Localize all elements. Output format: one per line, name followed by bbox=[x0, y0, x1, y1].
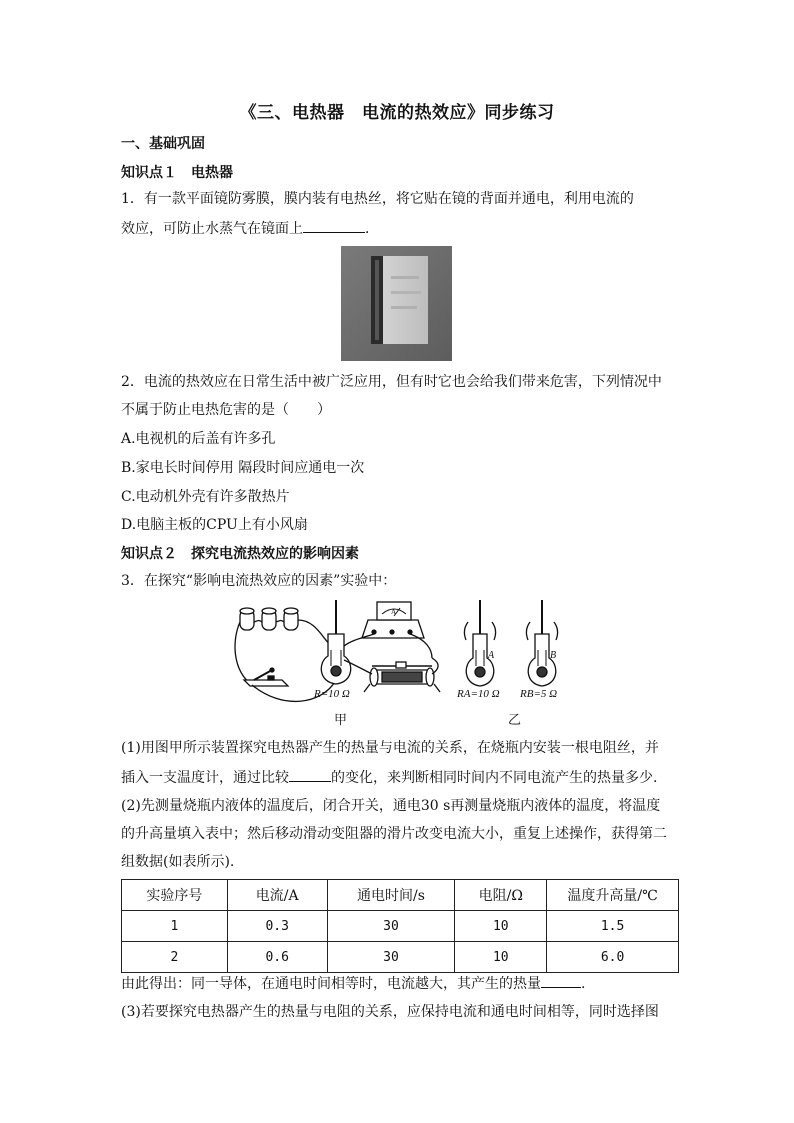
flask-jia bbox=[321, 600, 350, 684]
table-row bbox=[122, 911, 679, 942]
q2-line1: 2．电流的热效应在日常生活中被广泛应用，但有时它也会给我们带来危害，下列情况中 bbox=[121, 374, 662, 390]
flask-a-label: A bbox=[488, 650, 495, 661]
cell: 1 bbox=[122, 911, 228, 942]
flask-b-label: B bbox=[550, 650, 557, 661]
q1-line2-text: 效应，可防止水蒸气在镜面上 bbox=[121, 221, 303, 237]
q3-part1-line1: (1)用图甲所示装置探究电热器产生的热量与电流的关系，在烧瓶内安装一根电阻丝，并 bbox=[121, 740, 659, 756]
resistance-label-b: RB=5 Ω bbox=[520, 688, 558, 700]
q2-option-a[interactable]: A.电视机的后盖有许多孔 bbox=[121, 431, 276, 447]
cell: 0.3 bbox=[227, 911, 327, 942]
ammeter-symbol: A bbox=[391, 608, 397, 616]
q1-line2-end: ． bbox=[365, 221, 379, 237]
header-cell: 实验序号 bbox=[122, 880, 228, 911]
page-title: 《三、电热器 电流的热效应》同步练习 bbox=[239, 103, 555, 123]
q1-line1: 1．有一款平面镜防雾膜，膜内装有电热丝，将它贴在镜的背面并通电，利用电流的 bbox=[121, 191, 634, 207]
knowledge-point-1: 知识点１ 电热器 bbox=[121, 165, 233, 181]
experiment-data-table bbox=[121, 879, 679, 973]
q1-line2 bbox=[121, 218, 379, 239]
q2-line2: 不属于防止电热危害的是（ ） bbox=[121, 402, 331, 418]
q2-option-d[interactable]: D.电脑主板的CPU上有小风扇 bbox=[121, 517, 308, 533]
q3-part2-line3: 组数据(如表所示). bbox=[121, 854, 235, 870]
q3-part1-line2 bbox=[121, 767, 657, 788]
cell: 10 bbox=[455, 942, 547, 973]
resistance-label-a: RA=10 Ω bbox=[457, 688, 500, 700]
cell: 10 bbox=[455, 911, 547, 942]
cell: 30 bbox=[327, 911, 455, 942]
header-cell: 电阻/Ω bbox=[455, 880, 547, 911]
experiment-circuit-figure bbox=[232, 600, 577, 728]
section-heading-basic: 一、基础巩固 bbox=[121, 136, 205, 152]
flask-b bbox=[526, 600, 557, 686]
q3-intro: 3．在探究“影响电流热效应的因素”实验中： bbox=[121, 573, 397, 589]
sliding-rheostat bbox=[344, 658, 440, 692]
header-cell: 通电时间/s bbox=[327, 880, 455, 911]
resistance-label-jia: R=10 Ω bbox=[314, 688, 350, 700]
q3-part2-line1: (2)先测量烧瓶内液体的温度后，闭合开关，通电30 s再测量烧瓶内液体的温度，将温度 bbox=[121, 798, 661, 814]
q3-part2-line2: 的升高量填入表中；然后移动滑动变阻器的滑片改变电流大小，重复上述操作，获得第二 bbox=[121, 826, 667, 842]
q3-conclusion bbox=[121, 973, 585, 994]
q3-part1-text: 插入一支温度计，通过比较 bbox=[121, 770, 289, 786]
q3-part1-text-end: 的变化，来判断相同时间内不同电流产生的热量多少. bbox=[331, 770, 658, 786]
cell: 30 bbox=[327, 942, 455, 973]
q3-part1-answer-blank[interactable] bbox=[289, 767, 331, 782]
header-cell: 温度升高量/℃ bbox=[547, 880, 679, 911]
q3-conclusion-text: 由此得出：同一导体，在通电时间相等时，电流越大，其产生的热量 bbox=[121, 976, 541, 992]
flask-a bbox=[464, 600, 495, 686]
ammeter bbox=[344, 602, 432, 658]
cell: 1.5 bbox=[547, 911, 679, 942]
anti-fog-film-photo bbox=[341, 246, 452, 361]
q3-conclusion-end: . bbox=[581, 976, 586, 992]
figure-caption-jia: 甲 bbox=[334, 712, 348, 727]
table-row bbox=[122, 942, 679, 973]
cell: 6.0 bbox=[547, 942, 679, 973]
header-cell: 电流/A bbox=[227, 880, 327, 911]
cell: 2 bbox=[122, 942, 228, 973]
q2-option-b[interactable]: B.家电长时间停用 隔段时间应通电一次 bbox=[121, 460, 365, 476]
cell: 0.6 bbox=[227, 942, 327, 973]
q3-conclusion-answer-blank[interactable] bbox=[541, 973, 581, 988]
knowledge-point-2: 知识点２ 探究电流热效应的影响因素 bbox=[121, 546, 359, 562]
figure-caption-yi: 乙 bbox=[508, 712, 522, 727]
q3-part3-line1: (3)若要探究电热器产生的热量与电阻的关系，应保持电流和通电时间相等，同时选择图 bbox=[121, 1004, 659, 1020]
q2-option-c[interactable]: C.电动机外壳有许多散热片 bbox=[121, 489, 290, 505]
battery-cells bbox=[235, 608, 332, 685]
table-header-row bbox=[122, 880, 679, 911]
q1-answer-blank[interactable] bbox=[303, 218, 365, 233]
